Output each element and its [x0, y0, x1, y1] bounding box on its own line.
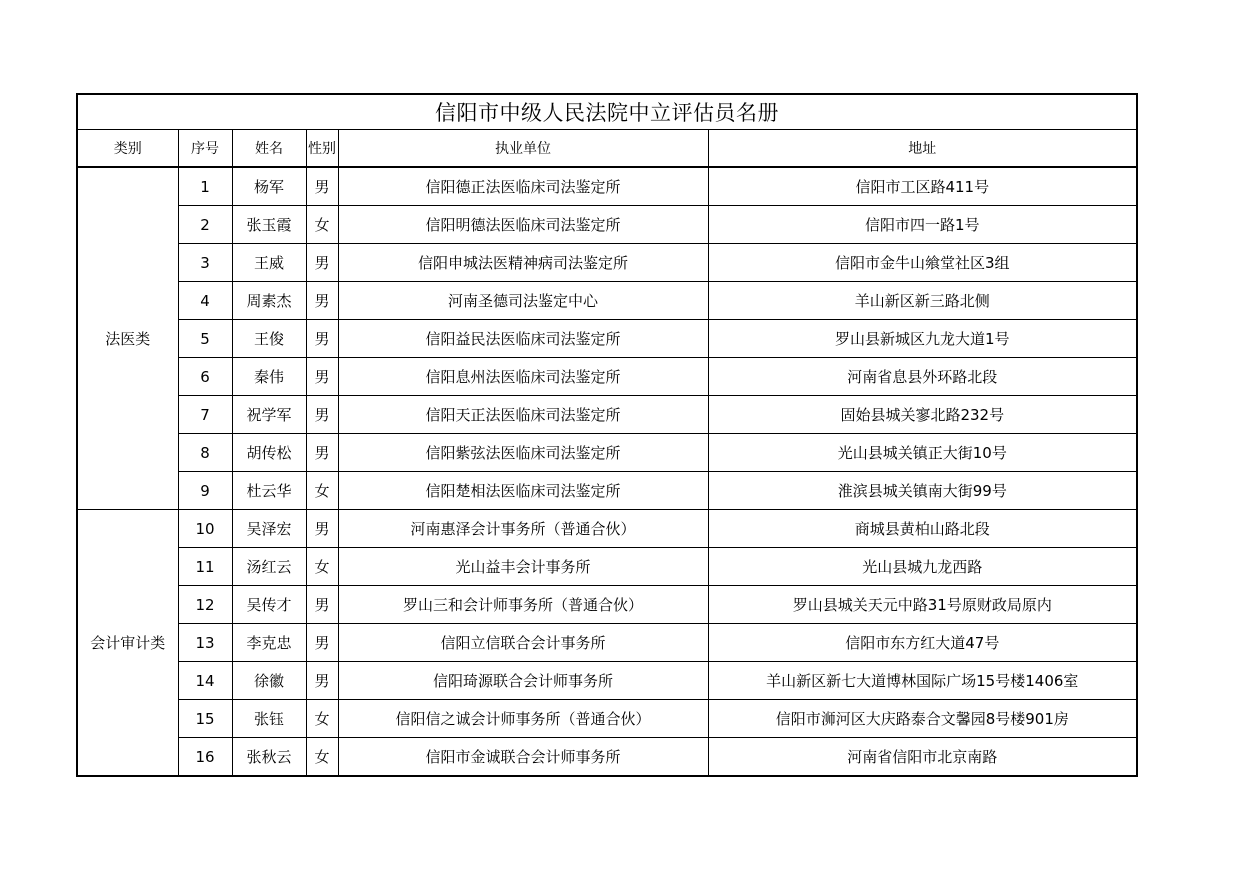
name-cell: 徐徽 — [232, 662, 306, 700]
no-cell: 16 — [178, 738, 232, 777]
table-row — [77, 700, 1137, 738]
no-cell: 11 — [178, 548, 232, 586]
address-cell: 罗山县新城区九龙大道1号 — [708, 320, 1137, 358]
name-cell: 张钰 — [232, 700, 306, 738]
address-cell: 信阳市四一路1号 — [708, 206, 1137, 244]
header-unit: 执业单位 — [338, 130, 708, 168]
unit-cell: 信阳琦源联合会计师事务所 — [338, 662, 708, 700]
table-row — [77, 586, 1137, 624]
table-row — [77, 662, 1137, 700]
address-cell: 羊山新区新七大道博林国际广场15号楼1406室 — [708, 662, 1137, 700]
table-row — [77, 548, 1137, 586]
address-cell: 光山县城九龙西路 — [708, 548, 1137, 586]
unit-cell: 信阳信之诚会计师事务所（普通合伙） — [338, 700, 708, 738]
table-row — [77, 738, 1137, 777]
category-cell: 法医类 — [77, 167, 178, 510]
unit-cell: 河南圣德司法鉴定中心 — [338, 282, 708, 320]
sex-cell: 女 — [306, 548, 338, 586]
sex-cell: 男 — [306, 320, 338, 358]
name-cell: 吴泽宏 — [232, 510, 306, 548]
unit-cell: 信阳立信联合会计事务所 — [338, 624, 708, 662]
name-cell: 周素杰 — [232, 282, 306, 320]
sex-cell: 女 — [306, 472, 338, 510]
no-cell: 8 — [178, 434, 232, 472]
table-row — [77, 472, 1137, 510]
sex-cell: 男 — [306, 624, 338, 662]
name-cell: 汤红云 — [232, 548, 306, 586]
table-row — [77, 510, 1137, 548]
name-cell: 张玉霞 — [232, 206, 306, 244]
address-cell: 信阳市浉河区大庆路泰合文馨园8号楼901房 — [708, 700, 1137, 738]
name-cell: 胡传松 — [232, 434, 306, 472]
table-row — [77, 320, 1137, 358]
no-cell: 10 — [178, 510, 232, 548]
address-cell: 商城县黄柏山路北段 — [708, 510, 1137, 548]
table-row — [77, 624, 1137, 662]
no-cell: 5 — [178, 320, 232, 358]
name-cell: 李克忠 — [232, 624, 306, 662]
name-cell: 杜云华 — [232, 472, 306, 510]
unit-cell: 信阳息州法医临床司法鉴定所 — [338, 358, 708, 396]
sex-cell: 男 — [306, 358, 338, 396]
sex-cell: 男 — [306, 282, 338, 320]
unit-cell: 信阳益民法医临床司法鉴定所 — [338, 320, 708, 358]
table-row — [77, 244, 1137, 282]
address-cell: 固始县城关寥北路232号 — [708, 396, 1137, 434]
name-cell: 杨军 — [232, 167, 306, 206]
address-cell: 光山县城关镇正大街10号 — [708, 434, 1137, 472]
header-sex: 性别 — [306, 130, 338, 168]
table-row — [77, 396, 1137, 434]
unit-cell: 信阳紫弦法医临床司法鉴定所 — [338, 434, 708, 472]
unit-cell: 信阳天正法医临床司法鉴定所 — [338, 396, 708, 434]
no-cell: 15 — [178, 700, 232, 738]
table-title: 信阳市中级人民法院中立评估员名册 — [77, 94, 1137, 130]
no-cell: 3 — [178, 244, 232, 282]
address-cell: 信阳市工区路411号 — [708, 167, 1137, 206]
name-cell: 祝学军 — [232, 396, 306, 434]
table-row — [77, 434, 1137, 472]
header-no: 序号 — [178, 130, 232, 168]
sex-cell: 男 — [306, 434, 338, 472]
name-cell: 秦伟 — [232, 358, 306, 396]
category-cell: 会计审计类 — [77, 510, 178, 777]
table-row — [77, 206, 1137, 244]
sex-cell: 男 — [306, 662, 338, 700]
address-cell: 河南省息县外环路北段 — [708, 358, 1137, 396]
address-cell: 信阳市东方红大道47号 — [708, 624, 1137, 662]
address-cell: 罗山县城关天元中路31号原财政局原内 — [708, 586, 1137, 624]
unit-cell: 信阳市金诚联合会计师事务所 — [338, 738, 708, 777]
no-cell: 13 — [178, 624, 232, 662]
roster-sheet — [76, 93, 1138, 777]
unit-cell: 信阳申城法医精神病司法鉴定所 — [338, 244, 708, 282]
no-cell: 2 — [178, 206, 232, 244]
name-cell: 王俊 — [232, 320, 306, 358]
no-cell: 9 — [178, 472, 232, 510]
sex-cell: 女 — [306, 700, 338, 738]
no-cell: 14 — [178, 662, 232, 700]
address-cell: 淮滨县城关镇南大街99号 — [708, 472, 1137, 510]
unit-cell: 信阳明德法医临床司法鉴定所 — [338, 206, 708, 244]
table-row — [77, 167, 1137, 206]
sex-cell: 男 — [306, 167, 338, 206]
unit-cell: 信阳德正法医临床司法鉴定所 — [338, 167, 708, 206]
no-cell: 1 — [178, 167, 232, 206]
name-cell: 张秋云 — [232, 738, 306, 777]
sex-cell: 女 — [306, 206, 338, 244]
name-cell: 王威 — [232, 244, 306, 282]
unit-cell: 信阳楚相法医临床司法鉴定所 — [338, 472, 708, 510]
unit-cell: 罗山三和会计师事务所（普通合伙） — [338, 586, 708, 624]
sex-cell: 男 — [306, 586, 338, 624]
header-address: 地址 — [708, 130, 1137, 168]
sex-cell: 男 — [306, 510, 338, 548]
no-cell: 4 — [178, 282, 232, 320]
sex-cell: 女 — [306, 738, 338, 777]
table-row — [77, 358, 1137, 396]
address-cell: 信阳市金牛山飨堂社区3组 — [708, 244, 1137, 282]
roster-table — [76, 93, 1138, 777]
no-cell: 12 — [178, 586, 232, 624]
sex-cell: 男 — [306, 396, 338, 434]
header-row — [77, 130, 1137, 168]
header-name: 姓名 — [232, 130, 306, 168]
address-cell: 河南省信阳市北京南路 — [708, 738, 1137, 777]
no-cell: 6 — [178, 358, 232, 396]
table-row — [77, 282, 1137, 320]
unit-cell: 光山益丰会计事务所 — [338, 548, 708, 586]
address-cell: 羊山新区新三路北侧 — [708, 282, 1137, 320]
no-cell: 7 — [178, 396, 232, 434]
unit-cell: 河南惠泽会计事务所（普通合伙） — [338, 510, 708, 548]
roster-body — [77, 167, 1137, 776]
name-cell: 吴传才 — [232, 586, 306, 624]
header-category: 类别 — [77, 130, 178, 168]
sex-cell: 男 — [306, 244, 338, 282]
